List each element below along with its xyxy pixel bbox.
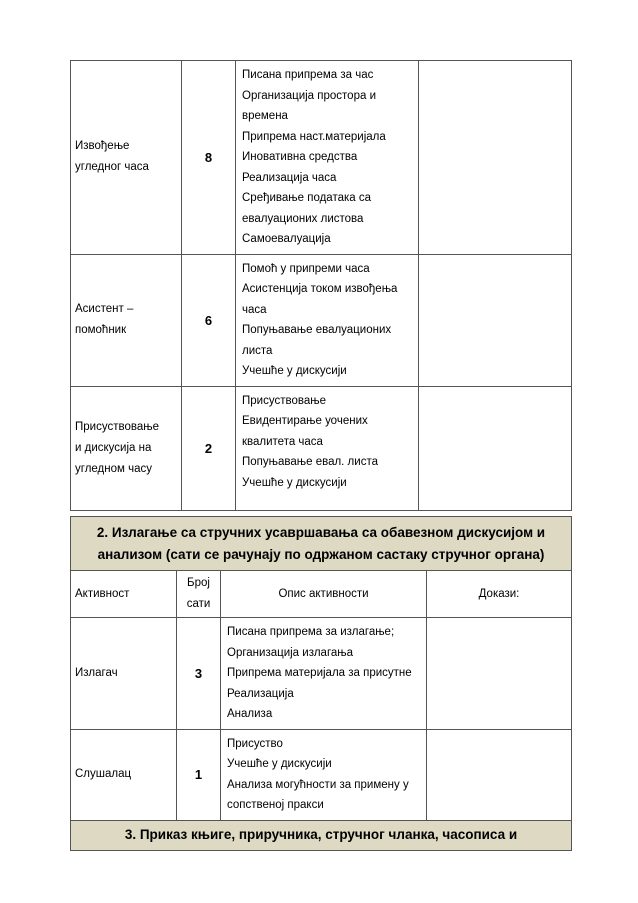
hours-cell: 6 <box>182 254 236 386</box>
description-line: времена <box>242 110 288 122</box>
column-header-evidence: Докази: <box>427 571 572 618</box>
column-header-row <box>71 571 572 618</box>
description-cell <box>236 61 419 255</box>
evidence-cell <box>427 729 572 820</box>
description-line: Самоевалуација <box>242 233 331 245</box>
activity-cell <box>71 254 182 386</box>
table-row <box>71 386 572 510</box>
description-line: Евидентирање уочених <box>242 415 368 427</box>
description-line: Анализа <box>227 708 273 720</box>
evidence-cell <box>419 61 572 255</box>
activity-cell: Излагач <box>71 618 177 730</box>
description-line: сопственој пракси <box>227 799 324 811</box>
description-line: Анализа могућности за примену у <box>227 778 409 791</box>
description-line: Присуство <box>227 737 283 750</box>
evidence-cell <box>419 386 572 510</box>
section-title <box>71 517 572 571</box>
activity-line: Присуствовање <box>75 420 159 433</box>
section-title-line: анализом (сати се рачунају по одржаном састаку стручног органа) <box>97 546 545 562</box>
column-header-activity: Активност <box>71 571 177 618</box>
description-line: евалуационих листова <box>242 212 364 225</box>
description-cell <box>236 254 419 386</box>
activity-line: и дискусија на <box>75 441 152 454</box>
description-line: Реализација часа <box>242 171 337 184</box>
activity-line: Извођење <box>75 140 130 153</box>
column-header-line: Број <box>187 577 210 589</box>
activity-cell <box>71 61 182 255</box>
activity-line: угледном часу <box>75 462 152 475</box>
section-title-line: 2. Излагање са стручних усавршавања са обавезном дискусијом и <box>96 524 546 540</box>
column-header-description: Опис активности <box>221 571 427 618</box>
description-cell <box>221 729 427 820</box>
description-line: часа <box>242 303 267 316</box>
description-line: Учешће у дискусији <box>242 476 347 489</box>
hours-cell: 8 <box>182 61 236 255</box>
description-line: Писана припрема за час <box>242 69 374 81</box>
activities-table-2 <box>70 516 572 851</box>
table-row <box>71 618 572 730</box>
description-line: Писана припрема за излагање; <box>227 626 395 638</box>
next-section-title: 3. Приказ књиге, приручника, стручног чланка, часописа и <box>71 820 572 850</box>
description-line: Учешће у дискусији <box>227 758 332 770</box>
activity-line: помоћник <box>75 324 127 336</box>
description-line: Реализација <box>227 687 294 700</box>
description-line: Попуњавање евал. листа <box>242 456 378 468</box>
column-header-hours <box>177 571 221 618</box>
activity-cell: Слушалац <box>71 729 177 820</box>
column-header-line: сати <box>186 598 211 610</box>
description-line: Иновативна средства <box>242 151 358 163</box>
description-line: листа <box>242 344 273 357</box>
table-row <box>71 61 572 255</box>
evidence-cell <box>419 254 572 386</box>
description-cell <box>236 386 419 510</box>
activity-line: угледног часа <box>75 161 149 174</box>
description-line: Организација излагања <box>227 646 354 659</box>
description-line: Попуњавање евалуационих <box>242 324 392 336</box>
evidence-cell <box>427 618 572 730</box>
description-line: Срeђивање података са <box>242 192 372 204</box>
description-line: Помоћ у припреми часа <box>242 262 370 275</box>
description-line: квалитета часа <box>242 435 323 448</box>
description-line: Асистенција током извођења <box>242 283 398 295</box>
activity-cell <box>71 386 182 510</box>
activities-table-1 <box>70 60 572 511</box>
description-line: Припрема материјала за присутне <box>227 667 412 679</box>
description-line: Присуствовање <box>242 394 326 407</box>
hours-cell: 1 <box>177 729 221 820</box>
description-line: Организација простора и <box>242 89 376 102</box>
activity-line: Асистент – <box>75 303 134 315</box>
description-cell <box>221 618 427 730</box>
hours-cell: 3 <box>177 618 221 730</box>
description-line: Припрема наст.материјала <box>242 130 386 143</box>
section-footer-row <box>71 820 572 850</box>
description-line: Учешће у дискусији <box>242 365 347 377</box>
table-row <box>71 254 572 386</box>
table-row <box>71 729 572 820</box>
hours-cell: 2 <box>182 386 236 510</box>
section-header-row <box>71 517 572 571</box>
